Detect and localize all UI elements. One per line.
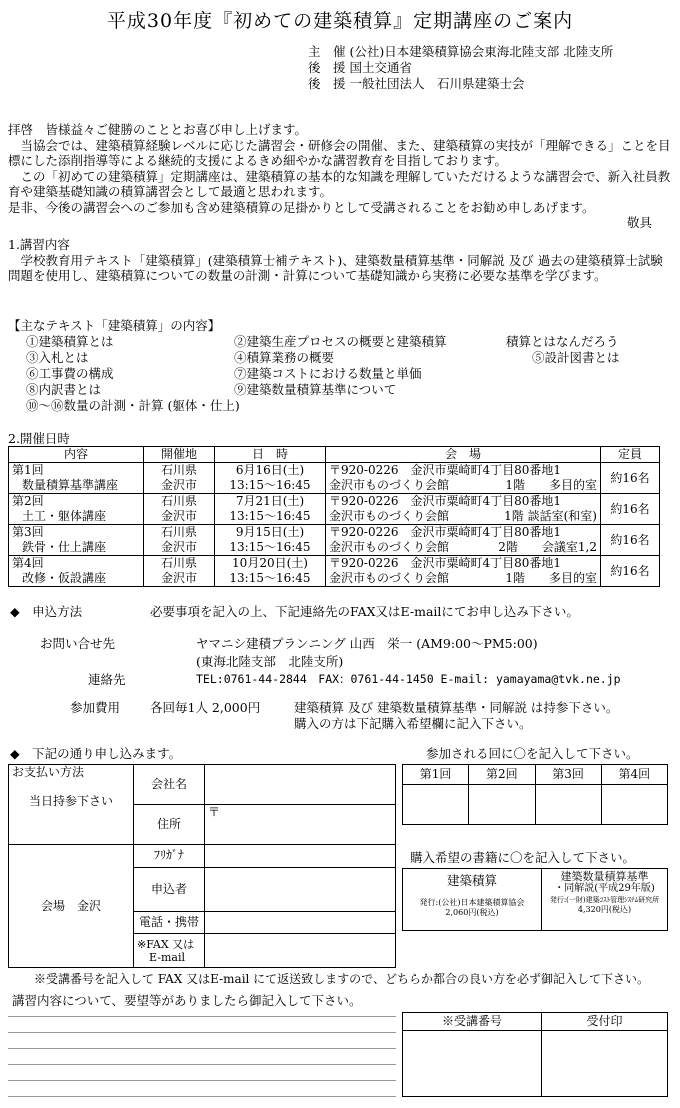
request-line[interactable] xyxy=(8,1016,396,1017)
form-heading: ◆ 下記の通り申し込みます。 xyxy=(10,746,182,761)
session-checkbox[interactable] xyxy=(469,785,535,825)
session-header: 第2回 xyxy=(469,765,535,785)
books-table xyxy=(402,868,668,931)
prefecture: 石川県 xyxy=(160,463,197,477)
organizer-value: (公社)日本建築積算協会東海北陸支部 北陸支所 xyxy=(349,44,614,59)
venue-address: 〒920-0226 金沢市粟崎町4丁目80番地1 xyxy=(329,525,562,539)
intro-paragraph: この「初めての建築積算」定期講座は、建築積算の基本的な知識を理解していただけるような講習会で、新入社員教育や建築基礎知識の積算講習会として最適と思われます。 xyxy=(8,168,671,199)
address-label: 住所 xyxy=(134,805,205,845)
request-label: 講習内容について、要望等がありましたら御記入して下さい。 xyxy=(12,993,362,1008)
session-header: 第1回 xyxy=(403,765,469,785)
form-row xyxy=(9,845,396,867)
payment-label: お支払い方法 xyxy=(12,765,85,779)
course-name: 改修・仮設講座 xyxy=(22,571,107,585)
location-cell xyxy=(144,556,215,587)
receipt-number-label: ※受講番号 xyxy=(403,1013,542,1031)
fax-email-label xyxy=(134,934,205,968)
book-title: 建築数量積算基準 xyxy=(560,870,649,883)
text-contents-item: ⑧内訳書とは xyxy=(26,382,102,397)
book-option[interactable] xyxy=(542,869,668,931)
course-name: 鉄骨・仕上講座 xyxy=(22,540,107,554)
fee-note: 購入の方は下記購入希望欄に記入下さい。 xyxy=(294,716,532,731)
stamp-label: 受付印 xyxy=(542,1013,668,1031)
applicant-label: 申込者 xyxy=(134,867,205,912)
venue-room: 2階 会議室1,2 xyxy=(498,540,597,554)
text-contents-item: ⑩～⑯数量の計測・計算 (躯体・仕上) xyxy=(26,398,240,413)
request-line[interactable] xyxy=(8,1064,396,1065)
date: 10月20日(土) xyxy=(232,556,308,570)
books-row xyxy=(403,869,668,931)
text-contents-item: ③入札とは xyxy=(26,350,89,365)
receipt-header-row xyxy=(403,1013,668,1031)
postal-mark: 〒 xyxy=(208,805,221,820)
course-name: 土工・躯体講座 xyxy=(22,509,107,523)
column-header: 内容 xyxy=(9,447,144,463)
apply-text: 必要事項を記入の上、下記連絡先のFAX又はE-mailにてお申し込み下さい。 xyxy=(150,604,579,619)
phone-label: 電話・携帯 xyxy=(134,912,205,934)
books-heading: 購入希望の書籍に〇を記入して下さい。 xyxy=(410,850,636,865)
book-option[interactable] xyxy=(403,869,542,931)
section-heading: 2.開催日時 xyxy=(8,431,70,446)
company-label: 会社名 xyxy=(134,765,205,805)
book-price: 4,320円(税込) xyxy=(577,905,632,914)
page-title: 平成30年度『初めての建築積算』定期講座のご案内 xyxy=(106,10,574,32)
email-label: E-mail xyxy=(149,950,185,964)
venue-hall: 金沢市ものづくり会館 xyxy=(329,478,450,492)
organizer-value: 一般社団法人 石川県建築士会 xyxy=(349,76,525,91)
book-price: 2,060円(税込) xyxy=(445,908,499,917)
furigana-label: ﾌﾘｶﾞﾅ xyxy=(134,845,205,867)
course-cell xyxy=(9,556,144,587)
fee-label: 参加費用 xyxy=(70,700,121,715)
course-cell xyxy=(9,525,144,556)
venue-address: 〒920-0226 金沢市粟崎町4丁目80番地1 xyxy=(329,494,562,508)
inquiry-sub: (東海北陸支部 北陸支所) xyxy=(196,654,344,669)
prefecture: 石川県 xyxy=(160,556,197,570)
datetime-cell xyxy=(215,525,326,556)
venue-hall: 金沢市ものづくり会館 xyxy=(329,540,450,554)
organizer-label: 後 援 xyxy=(308,76,346,91)
course-cell xyxy=(9,463,144,494)
sessions-input-row xyxy=(403,785,668,825)
payment-option: 当日持参下さい xyxy=(28,794,113,808)
venue-cell xyxy=(326,494,601,525)
stamp-field xyxy=(542,1031,668,1097)
session-checkbox[interactable] xyxy=(535,785,601,825)
organizer-row xyxy=(308,76,617,92)
fee-note: 建築積算 及び 建築数量積算基準・同解説 は持参下さい。 xyxy=(294,700,619,715)
course-cell xyxy=(9,494,144,525)
city: 金沢市 xyxy=(160,571,197,585)
company-input[interactable] xyxy=(205,765,396,805)
venue-hall: 金沢市ものづくり会館 xyxy=(329,571,450,585)
venue-cell xyxy=(326,463,601,494)
course-content-section xyxy=(8,237,672,284)
capacity-cell: 約16名 xyxy=(601,463,660,494)
organizer-label: 後 援 xyxy=(308,60,346,75)
address-input[interactable] xyxy=(205,805,396,845)
book-publisher: 発行:(公社)日本建築積算協会 xyxy=(419,898,525,907)
date: 6月16日(土) xyxy=(235,463,305,477)
phone-input[interactable] xyxy=(205,912,396,934)
schedule-row xyxy=(9,463,660,494)
course-content-body: 学校教育用テキスト「建築積算」(建築積算士補テキスト)、建築数量積算基準・同解説 及び 過去の建築積算士試験問題を使用し、建築積算についての数量の計測・計算について基礎知識から実務に必要な基準を学びます。 xyxy=(8,252,663,283)
text-contents-heading: 【主なテキスト「建築積算」の内容】 xyxy=(8,318,221,333)
organizer-value: 国土交通省 xyxy=(349,60,413,75)
time: 13:15～16:45 xyxy=(229,571,311,585)
receipt-body-row xyxy=(403,1031,668,1097)
section-heading: 1.講習内容 xyxy=(8,237,70,252)
receipt-table xyxy=(402,1012,668,1097)
text-contents-item: ①建築積算とは xyxy=(26,334,114,349)
prefecture: 石川県 xyxy=(160,525,197,539)
organizer-label: 主 催 xyxy=(308,44,346,59)
receipt-number-field xyxy=(403,1031,542,1097)
request-line[interactable] xyxy=(8,1080,396,1081)
inquiry-value: ヤマニシ建積プランニング 山西 栄一 (AM9:00～PM5:00) xyxy=(196,636,538,651)
venue-address: 〒920-0226 金沢市粟崎町4丁目80番地1 xyxy=(329,556,562,570)
application-form xyxy=(8,764,396,968)
session-number: 第1回 xyxy=(12,463,44,477)
venue-room: 1階 多目的室 xyxy=(505,478,597,492)
book-title: ・同解説(平成29年版) xyxy=(554,883,655,894)
date: 9月15日(土) xyxy=(235,525,305,539)
session-number: 第2回 xyxy=(12,494,44,508)
request-line[interactable] xyxy=(8,1032,396,1033)
apply-label: ◆ 申込方法 xyxy=(10,604,83,619)
closing: 敬具 xyxy=(626,215,652,230)
applicant-input[interactable] xyxy=(205,867,396,912)
request-line[interactable] xyxy=(8,1096,396,1097)
sessions-header-row xyxy=(403,765,668,785)
city: 金沢市 xyxy=(160,478,197,492)
datetime-cell xyxy=(215,463,326,494)
inquiry-label: お問い合せ先 xyxy=(40,636,116,651)
text-contents-item: ⑤設計図書とは xyxy=(532,350,620,365)
furigana-input[interactable] xyxy=(205,845,396,867)
column-header: 日 時 xyxy=(215,447,326,463)
session-header: 第4回 xyxy=(601,765,667,785)
greeting: 拝啓 皆様益々ご健勝のこととお喜び申し上げます。 xyxy=(8,122,308,137)
location-cell xyxy=(144,494,215,525)
text-contents-item: ②建築生産プロセスの概要と建築積算 xyxy=(234,334,447,349)
datetime-cell xyxy=(215,556,326,587)
city: 金沢市 xyxy=(160,540,197,554)
location-cell xyxy=(144,463,215,494)
venue-room: 1階 多目的室 xyxy=(505,571,597,585)
location-cell xyxy=(144,525,215,556)
course-name: 数量積算基準講座 xyxy=(22,478,119,492)
text-contents-item: ④積算業務の概要 xyxy=(234,350,335,365)
datetime-cell xyxy=(215,494,326,525)
venue-cell xyxy=(326,525,601,556)
time: 13:15～16:45 xyxy=(229,478,311,492)
contact-value: TEL:0761-44-2844 FAX：0761-44-1450 E-mail: yamayama@tvk.ne.jp xyxy=(196,672,621,686)
organizer-row xyxy=(308,44,617,60)
time: 13:15～16:45 xyxy=(229,509,311,523)
city: 金沢市 xyxy=(160,509,197,523)
date: 7月21日(土) xyxy=(235,494,305,508)
text-contents-item: ⑦建築コストにおける数量と単価 xyxy=(234,366,422,381)
fax-label: ※FAX 又は xyxy=(137,937,195,951)
venue-address: 〒920-0226 金沢市粟崎町4丁目80番地1 xyxy=(329,463,562,477)
intro-paragraph: 当協会では、建築積算経験レベルに応じた講習会・研修会の開催、また、建築積算の実技が「理解できる」ことを目標にした添削指導等による継続的支援によるきめ細やかな講習教育を目指しております。 xyxy=(8,137,671,168)
sessions-heading: 参加される回に〇を記入して下さい。 xyxy=(426,746,639,761)
fax-email-input[interactable] xyxy=(205,934,396,968)
schedule-table xyxy=(8,446,660,587)
capacity-cell: 約16名 xyxy=(601,556,660,587)
venue-room: 1階 談話室(和室) xyxy=(504,509,597,523)
text-contents-item: ⑥工事費の構成 xyxy=(26,366,114,381)
venue-cell xyxy=(326,556,601,587)
venue-option: 会場 金沢 xyxy=(9,845,134,968)
form-row xyxy=(9,765,396,805)
organizer-row xyxy=(308,60,617,76)
session-number: 第3回 xyxy=(12,525,44,539)
payment-cell xyxy=(9,765,134,845)
fee-value: 各回毎1人 2,000円 xyxy=(150,700,261,715)
intro-text xyxy=(8,122,672,231)
text-contents-item: ⑨建築数量積算基準について xyxy=(234,382,397,397)
venue-hall: 金沢市ものづくり会館 xyxy=(329,509,450,523)
schedule-header-row xyxy=(9,447,660,463)
time: 13:15～16:45 xyxy=(229,540,311,554)
schedule-row xyxy=(9,525,660,556)
text-contents-item: 積算とはなんだろう xyxy=(506,334,619,349)
session-checkbox[interactable] xyxy=(601,785,667,825)
prefecture: 石川県 xyxy=(160,494,197,508)
book-publisher: 発行:(一財)建築ｺｽﾄ管理ｼｽﾃﾑ研究所 xyxy=(549,896,660,904)
column-header: 会 場 xyxy=(326,447,601,463)
schedule-row xyxy=(9,494,660,525)
session-number: 第4回 xyxy=(12,556,44,570)
book-title: 建築積算 xyxy=(446,873,497,888)
intro-paragraph: 是非、今後の講習会へのご参加も含め建築積算の足掛かりとして受講されることをお勧め申しあげます。 xyxy=(8,199,595,215)
column-header: 開催地 xyxy=(144,447,215,463)
capacity-cell: 約16名 xyxy=(601,525,660,556)
session-checkbox[interactable] xyxy=(403,785,469,825)
capacity-cell: 約16名 xyxy=(601,494,660,525)
contact-label: 連絡先 xyxy=(88,672,126,687)
schedule-row xyxy=(9,556,660,587)
reply-note: ※受講番号を記入して FAX 又はE-mail にて返送致しますので、どちらか都合の良い方を必ず御記入して下さい。 xyxy=(34,972,649,986)
sessions-table xyxy=(402,764,668,825)
column-header: 定員 xyxy=(601,447,660,463)
organizer-list xyxy=(308,44,617,92)
request-line[interactable] xyxy=(8,1048,396,1049)
session-header: 第3回 xyxy=(535,765,601,785)
